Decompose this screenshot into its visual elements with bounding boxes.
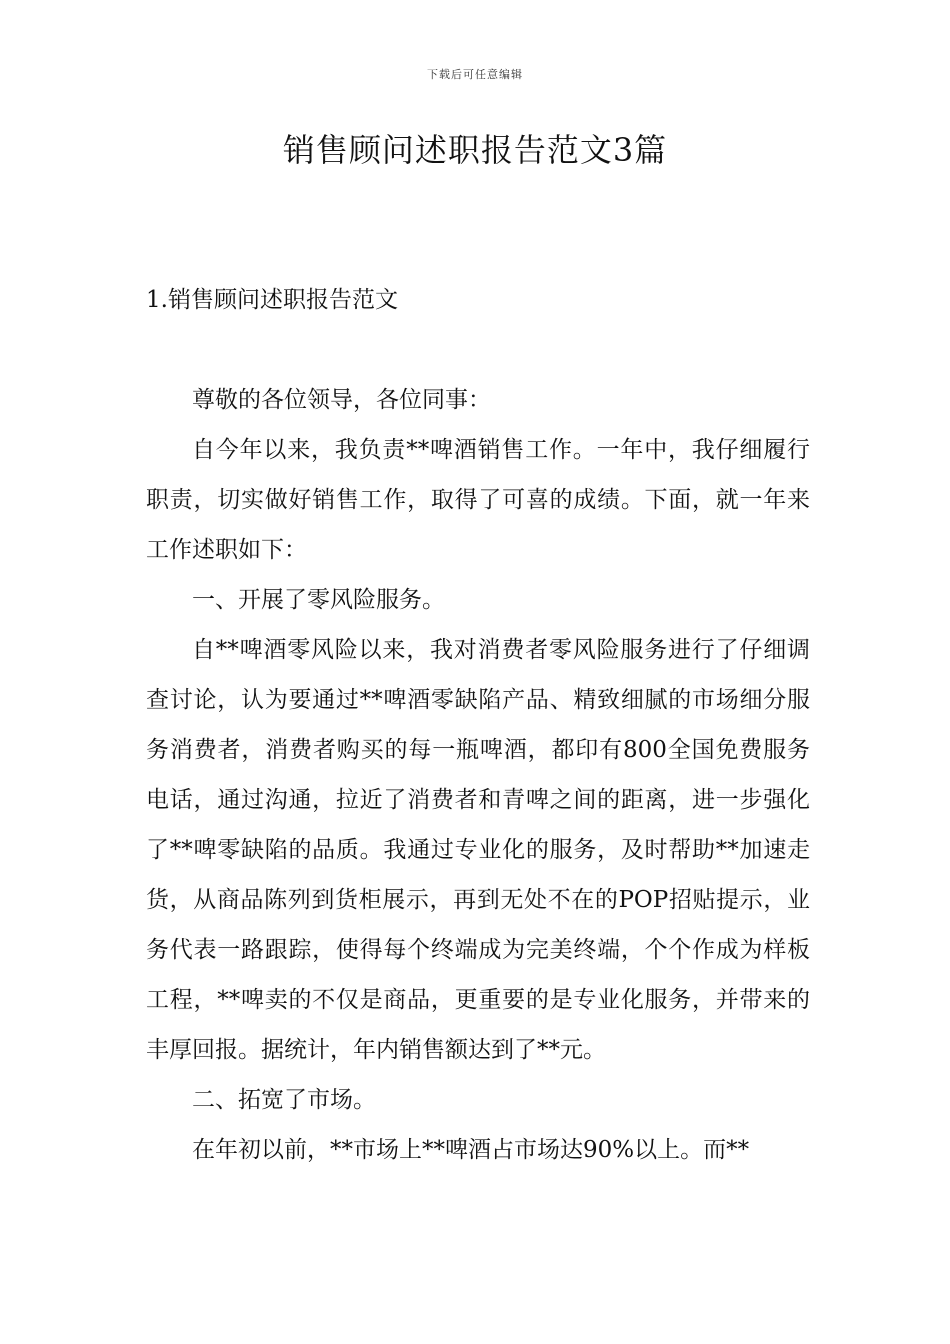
intro-paragraph: 自今年以来，我负责**啤酒销售工作。一年中，我仔细履行职责，切实做好销售工作，取得了可喜的成绩。下面，就一年来工作述职如下： (146, 437, 810, 563)
subheading-paragraph: 一、开展了零风险服务。 (192, 587, 445, 613)
section-heading: 1.销售顾问述职报告范文 (146, 287, 398, 313)
salutation-paragraph: 尊敬的各位领导，各位同事： (192, 387, 491, 413)
document-title: 销售顾问述职报告范文3篇 (282, 131, 668, 169)
service-paragraph: 自**啤酒零风险以来，我对消费者零风险服务进行了仔细调查讨论，认为要通过**啤酒零缺陷产品、精致细腻的市场细分服务消费者，消费者购买的每一瓶啤酒，都印有800全国免费服务电话，通过沟通，拉近了消费者和青啤之间的距离，进一步强化了**啤零缺陷的品质。我通过专业化的服务，及时帮助**加速走货，从商品陈列到货柜展示，再到无处不在的POP招贴提示，业务代表一路跟踪，使得每个终端成为完美终端，个个作成为样板工程，**啤卖的不仅是商品，更重要的是专业化服务，并带来的丰厚回报。据统计，年内销售额达到了**元。 (146, 637, 810, 1063)
market-paragraph: 在年初以前，**市场上**啤酒占市场达90%以上。而** (192, 1137, 750, 1163)
subheading-paragraph: 二、拓宽了市场。 (192, 1087, 376, 1113)
document-body (146, 375, 810, 1175)
header-note: 下载后可任意编辑 (427, 68, 523, 81)
